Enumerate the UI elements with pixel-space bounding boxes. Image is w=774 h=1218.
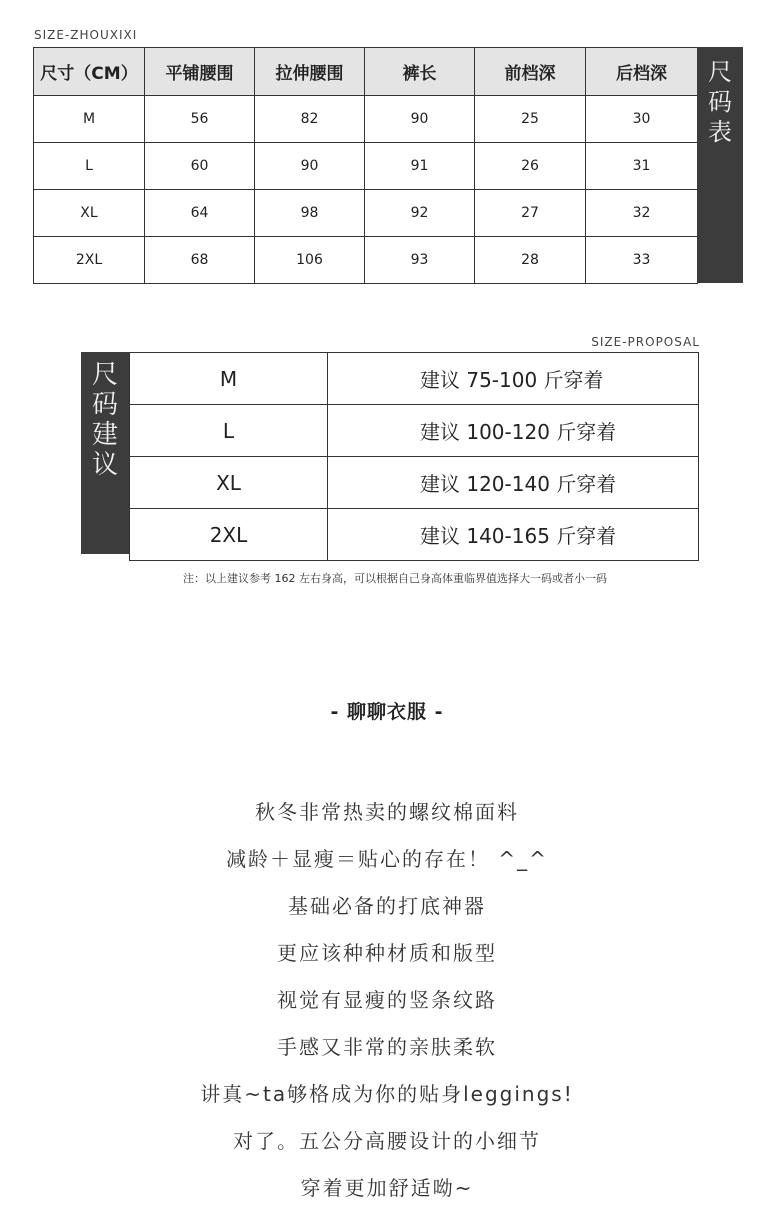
cell-back-rise: 32 [586,190,698,237]
proposal-size: M [130,353,328,405]
description-line: 基础必备的打底神器 [288,894,486,918]
cell-size: L [34,143,145,190]
size-proposal-table [129,352,699,561]
proposal-size: L [130,405,328,457]
cell-back-rise: 30 [586,96,698,143]
cell-stretch-waist: 82 [255,96,365,143]
section-title: - 聊聊衣服 - [330,701,444,723]
cell-pants-length: 92 [365,190,475,237]
cell-size: M [34,96,145,143]
table-row [34,143,698,190]
side-title-char: 尺 [708,58,732,86]
description-line: 更应该种种材质和版型 [277,941,497,965]
header-stretch-waist: 拉伸腰围 [255,48,365,96]
cell-flat-waist: 56 [145,96,255,143]
header-front-rise: 前档深 [475,48,586,96]
table-row [130,405,699,457]
proposal-text: 建议 140-165 斤穿着 [328,509,699,561]
cell-pants-length: 90 [365,96,475,143]
cell-stretch-waist: 98 [255,190,365,237]
header-size: 尺寸（CM） [34,48,145,96]
size-chart-label: SIZE-ZHOUXIXI [34,28,138,42]
cell-back-rise: 31 [586,143,698,190]
side-title-char: 尺 [91,360,118,390]
cell-front-rise: 25 [475,96,586,143]
cell-flat-waist: 60 [145,143,255,190]
side-title-char: 议 [91,450,118,480]
size-proposal-note: 注：以上建议参考 162 左右身高，可以根据自己身高体重临界值选择大一码或者小一码 [183,572,607,585]
size-chart-side-title [697,47,743,283]
table-row [34,190,698,237]
side-title-char: 表 [708,118,732,146]
cell-front-rise: 26 [475,143,586,190]
size-chart-table [33,47,698,284]
side-title-char: 码 [91,390,118,420]
table-row [34,96,698,143]
proposal-text: 建议 75-100 斤穿着 [328,353,699,405]
header-flat-waist: 平铺腰围 [145,48,255,96]
description-line: 秋冬非常热卖的螺纹棉面料 [255,800,519,824]
side-title-char: 建 [91,420,118,450]
proposal-size: 2XL [130,509,328,561]
cell-flat-waist: 68 [145,237,255,284]
table-row [130,457,699,509]
description-line: 减龄＋显瘦＝贴心的存在！ ^_^ [226,847,548,871]
header-back-rise: 后档深 [586,48,698,96]
description-line: 视觉有显瘦的竖条纹路 [277,988,497,1012]
size-proposal-label: SIZE-PROPOSAL [591,335,700,349]
side-title-char: 码 [708,88,732,116]
description-line: 穿着更加舒适呦~ [300,1176,474,1200]
description-line: 讲真~ta够格成为你的贴身leggings! [200,1082,574,1106]
header-pants-length: 裤长 [365,48,475,96]
size-proposal-side-title [81,352,129,554]
cell-pants-length: 93 [365,237,475,284]
table-row [130,353,699,405]
cell-front-rise: 27 [475,190,586,237]
description-line: 手感又非常的亲肤柔软 [277,1035,497,1059]
cell-size: 2XL [34,237,145,284]
cell-flat-waist: 64 [145,190,255,237]
cell-pants-length: 91 [365,143,475,190]
cell-front-rise: 28 [475,237,586,284]
cell-size: XL [34,190,145,237]
size-chart-header-row [34,48,698,96]
cell-stretch-waist: 90 [255,143,365,190]
cell-stretch-waist: 106 [255,237,365,284]
proposal-size: XL [130,457,328,509]
cell-back-rise: 33 [586,237,698,284]
product-description [0,795,774,1218]
proposal-text: 建议 120-140 斤穿着 [328,457,699,509]
table-row [130,509,699,561]
table-row [34,237,698,284]
description-line: 对了。五公分高腰设计的小细节 [233,1129,541,1153]
proposal-text: 建议 100-120 斤穿着 [328,405,699,457]
